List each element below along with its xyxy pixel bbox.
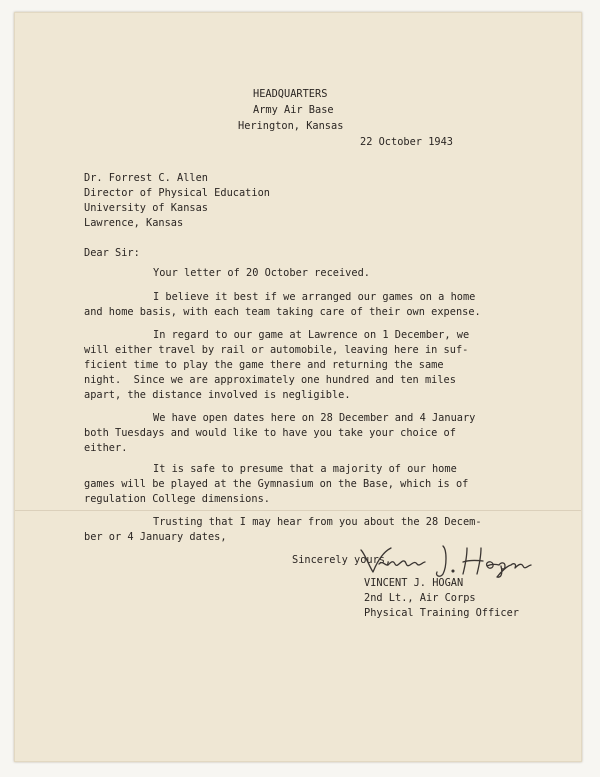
body-paragraph-2-line-2: and home basis, with each team taking care of their own expense. [84,306,481,318]
recipient-institution: University of Kansas [84,202,208,214]
body-paragraph-4-line-1: We have open dates here on 28 December and 4 January [153,412,476,424]
recipient-position: Director of Physical Education [84,187,270,199]
body-paragraph-3-line-5: apart, the distance involved is negligible. [84,389,351,401]
body-paragraph-4-line-2: both Tuesdays and would like to have you take your choice of [84,427,456,439]
body-paragraph-4-line-3: either. [84,442,128,454]
letter-date: 22 October 1943 [360,136,453,148]
recipient-city: Lawrence, Kansas [84,217,184,229]
body-paragraph-6-line-2: ber or 4 January dates, [84,531,227,543]
body-paragraph-5-line-2: games will be played at the Gymnasium on the Base, which is of [84,478,469,490]
body-paragraph-5-line-1: It is safe to presume that a majority of our home [153,463,457,475]
closing: Sincerely yours, [292,554,392,566]
body-paragraph-1: Your letter of 20 October received. [153,267,370,279]
signer-rank: 2nd Lt., Air Corps [364,592,476,604]
body-paragraph-3-line-1: In regard to our game at Lawrence on 1 December, we [153,329,470,341]
body-paragraph-3-line-4: night. Since we are approximately one hundred and ten miles [84,374,456,386]
letterhead-location: Herington, Kansas [238,120,344,132]
signer-name: VINCENT J. HOGAN [364,577,464,589]
letterhead-org: HEADQUARTERS [253,88,328,100]
signer-title: Physical Training Officer [364,607,519,619]
body-paragraph-6-line-1: Trusting that I may hear from you about the 28 Decem- [153,516,482,528]
body-paragraph-3-line-3: ficient time to play the game there and returning the same [84,359,444,371]
page-fold-crease [15,510,581,511]
letterhead-base: Army Air Base [253,104,334,116]
body-paragraph-3-line-2: will either travel by rail or automobile, leaving here in suf- [84,344,469,356]
recipient-name: Dr. Forrest C. Allen [84,172,208,184]
handwritten-signature [355,544,545,580]
body-paragraph-5-line-3: regulation College dimensions. [84,493,270,505]
salutation: Dear Sir: [84,247,140,259]
body-paragraph-2-line-1: I believe it best if we arranged our games on a home [153,291,476,303]
